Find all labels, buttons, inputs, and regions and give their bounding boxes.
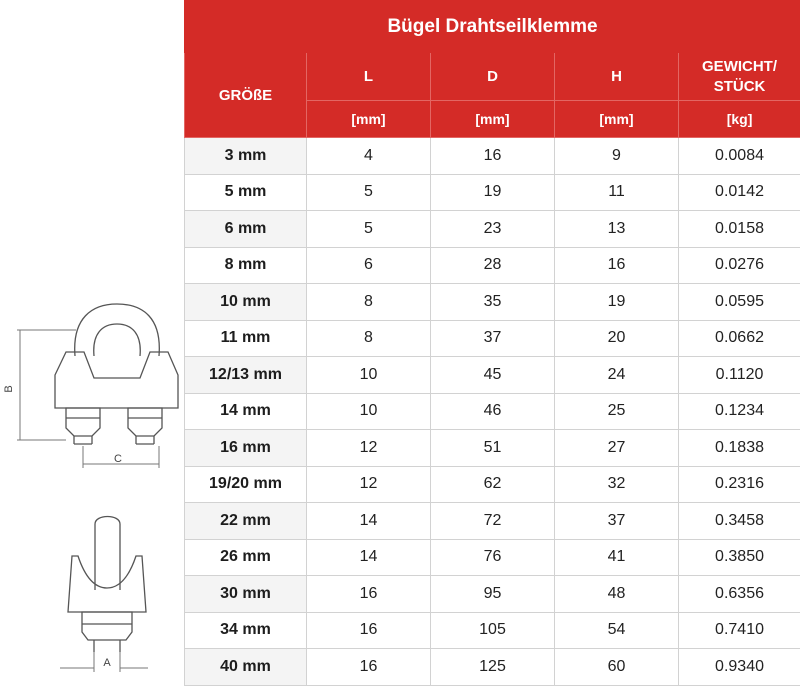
header-h: H (555, 53, 679, 101)
cell-size: 3 mm (185, 138, 307, 175)
cell-weight: 0.6356 (679, 576, 800, 613)
dimension-b (17, 330, 76, 440)
cell-weight: 0.9340 (679, 649, 800, 686)
table-row (185, 284, 800, 321)
header-weight (679, 53, 800, 101)
cell-h: 54 (555, 612, 679, 649)
cell-h: 13 (555, 211, 679, 248)
cell-d: 45 (431, 357, 555, 394)
cell-size: 16 mm (185, 430, 307, 467)
cell-size: 19/20 mm (185, 466, 307, 503)
table-row (185, 138, 800, 175)
cell-weight: 0.3458 (679, 503, 800, 540)
label-b: B (3, 385, 15, 392)
cell-h: 16 (555, 247, 679, 284)
cell-h: 41 (555, 539, 679, 576)
cell-l: 4 (307, 138, 431, 175)
cell-weight: 0.7410 (679, 612, 800, 649)
cell-weight: 0.0595 (679, 284, 800, 321)
cell-weight: 0.0084 (679, 138, 800, 175)
cell-l: 16 (307, 649, 431, 686)
cell-h: 32 (555, 466, 679, 503)
unit-h: [mm] (555, 101, 679, 138)
label-c: C (114, 453, 122, 465)
cell-size: 11 mm (185, 320, 307, 357)
spec-table (184, 0, 800, 686)
cell-d: 76 (431, 539, 555, 576)
cell-d: 23 (431, 211, 555, 248)
cell-h: 27 (555, 430, 679, 467)
table-row (185, 576, 800, 613)
cell-d: 72 (431, 503, 555, 540)
label-a: A (103, 657, 111, 669)
front-view-drawing (55, 304, 178, 444)
unit-l: [mm] (307, 101, 431, 138)
cell-d: 35 (431, 284, 555, 321)
cell-h: 9 (555, 138, 679, 175)
cell-h: 25 (555, 393, 679, 430)
header-l: L (307, 53, 431, 101)
table-row (185, 247, 800, 284)
cell-weight: 0.0276 (679, 247, 800, 284)
header-weight-line2: STÜCK (714, 78, 766, 95)
cell-h: 37 (555, 503, 679, 540)
cell-size: 12/13 mm (185, 357, 307, 394)
cell-size: 6 mm (185, 211, 307, 248)
table-row (185, 539, 800, 576)
cell-l: 8 (307, 320, 431, 357)
table-row (185, 503, 800, 540)
cell-size: 5 mm (185, 174, 307, 211)
table-row (185, 320, 800, 357)
cell-h: 24 (555, 357, 679, 394)
cell-size: 40 mm (185, 649, 307, 686)
cell-l: 12 (307, 466, 431, 503)
cell-weight: 0.3850 (679, 539, 800, 576)
cell-h: 11 (555, 174, 679, 211)
table-row (185, 211, 800, 248)
table-title: Bügel Drahtseilklemme (185, 1, 800, 53)
cell-h: 60 (555, 649, 679, 686)
cell-d: 28 (431, 247, 555, 284)
cell-d: 95 (431, 576, 555, 613)
cell-l: 16 (307, 576, 431, 613)
cell-d: 62 (431, 466, 555, 503)
header-d: D (431, 53, 555, 101)
cell-l: 5 (307, 174, 431, 211)
unit-d: [mm] (431, 101, 555, 138)
cell-size: 30 mm (185, 576, 307, 613)
table-row (185, 612, 800, 649)
table-row (185, 430, 800, 467)
table-row (185, 393, 800, 430)
table-row (185, 174, 800, 211)
cell-size: 22 mm (185, 503, 307, 540)
cell-weight: 0.1838 (679, 430, 800, 467)
cell-size: 10 mm (185, 284, 307, 321)
cell-size: 26 mm (185, 539, 307, 576)
cell-l: 14 (307, 503, 431, 540)
cell-size: 8 mm (185, 247, 307, 284)
cell-l: 8 (307, 284, 431, 321)
header-size: GRÖßE (185, 53, 307, 138)
cell-weight: 0.0158 (679, 211, 800, 248)
cell-l: 10 (307, 393, 431, 430)
cell-weight: 0.0662 (679, 320, 800, 357)
cell-h: 20 (555, 320, 679, 357)
cell-d: 16 (431, 138, 555, 175)
cell-l: 16 (307, 612, 431, 649)
cell-h: 48 (555, 576, 679, 613)
cell-l: 14 (307, 539, 431, 576)
table-row (185, 357, 800, 394)
table-row (185, 466, 800, 503)
side-view-drawing (68, 517, 146, 653)
cell-weight: 0.2316 (679, 466, 800, 503)
cell-weight: 0.1120 (679, 357, 800, 394)
cell-size: 34 mm (185, 612, 307, 649)
table-row (185, 649, 800, 686)
cell-d: 37 (431, 320, 555, 357)
cell-l: 6 (307, 247, 431, 284)
cell-weight: 0.1234 (679, 393, 800, 430)
cell-l: 5 (307, 211, 431, 248)
cell-d: 105 (431, 612, 555, 649)
clip-drawings (0, 0, 184, 677)
cell-d: 125 (431, 649, 555, 686)
cell-weight: 0.0142 (679, 174, 800, 211)
cell-d: 51 (431, 430, 555, 467)
cell-d: 46 (431, 393, 555, 430)
unit-weight: [kg] (679, 101, 800, 138)
cell-h: 19 (555, 284, 679, 321)
header-weight-line1: GEWICHT/ (702, 58, 777, 75)
cell-size: 14 mm (185, 393, 307, 430)
cell-l: 12 (307, 430, 431, 467)
cell-l: 10 (307, 357, 431, 394)
cell-d: 19 (431, 174, 555, 211)
